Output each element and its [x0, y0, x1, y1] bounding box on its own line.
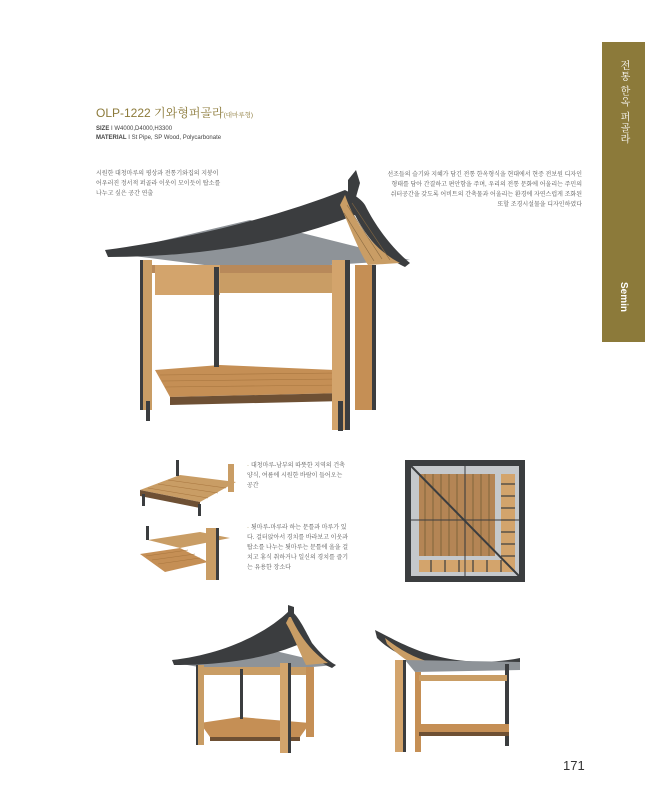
product-specs: SIZE I W4000,D4000,H3300 MATERIAL I St Pipe, SP Wood, Polycarbonate: [96, 126, 222, 141]
category-label: 전통 한옥 퍼골라: [618, 60, 629, 145]
size-label: SIZE: [96, 126, 110, 132]
note-bullet: ·: [247, 525, 249, 531]
note-text: 대청마루-남부의 따뜻한 지역의 건축양식, 여름에 시원한 바람이 들어오는 공간: [247, 463, 345, 489]
note-bullet: ·: [247, 463, 249, 469]
note-daecheong-maru: [247, 461, 349, 491]
brand-label: Semin: [618, 282, 629, 313]
description-left: 시원한 대청마루의 평상과 전통기와집의 지붕이 어우러진 정서적 퍼골라 이웃이 모이듯이 탑소를 나누고 싶은 공간 연출: [96, 171, 221, 197]
product-title-sub: (대마루형): [223, 112, 254, 119]
main-pergola-image: [100, 165, 415, 440]
description-right: 선조들의 슬기와 지혜가 담긴 전통 한옥형식을 현대에서 현증 전보원 디자인 형태를 담아 간결하고 편안함을 주며, 우리의 전통 문화에 어울리는 주민의 쉬터공간을 갖도록 어비트의 간축물과 어울리는 환경에 자연스럽게 조화된 또할 조경시설물을 디자인하였다: [387, 172, 582, 208]
side-category-tab: [602, 42, 645, 342]
product-title: [96, 104, 253, 121]
bench-detail-image: [140, 522, 240, 582]
deck-detail-image: [140, 460, 240, 520]
product-title-main: OLP-1222 기와형퍼골라: [96, 106, 224, 120]
perspective-view-left-image: [170, 605, 340, 755]
note-text: 툇마루-마루라 하는 문틀과 마루가 있다. 걸터앉아서 경치를 바라보고 이웃과 탑소를 나누는 툇마루는 문틀에 올을 걸치고 휴식 취하거나 일신의 경치를 즐기는 유용한 장소다: [247, 525, 349, 571]
note-toet-maru: [247, 523, 349, 573]
material-label: MATERIAL: [96, 135, 127, 141]
page-number: 171: [563, 758, 585, 773]
top-view-image: [405, 460, 525, 582]
material-value: St Pipe, SP Wood, Polycarbonate: [131, 135, 222, 141]
side-view-right-image: [375, 620, 525, 755]
size-value: W4000,D4000,H3300: [114, 126, 173, 132]
